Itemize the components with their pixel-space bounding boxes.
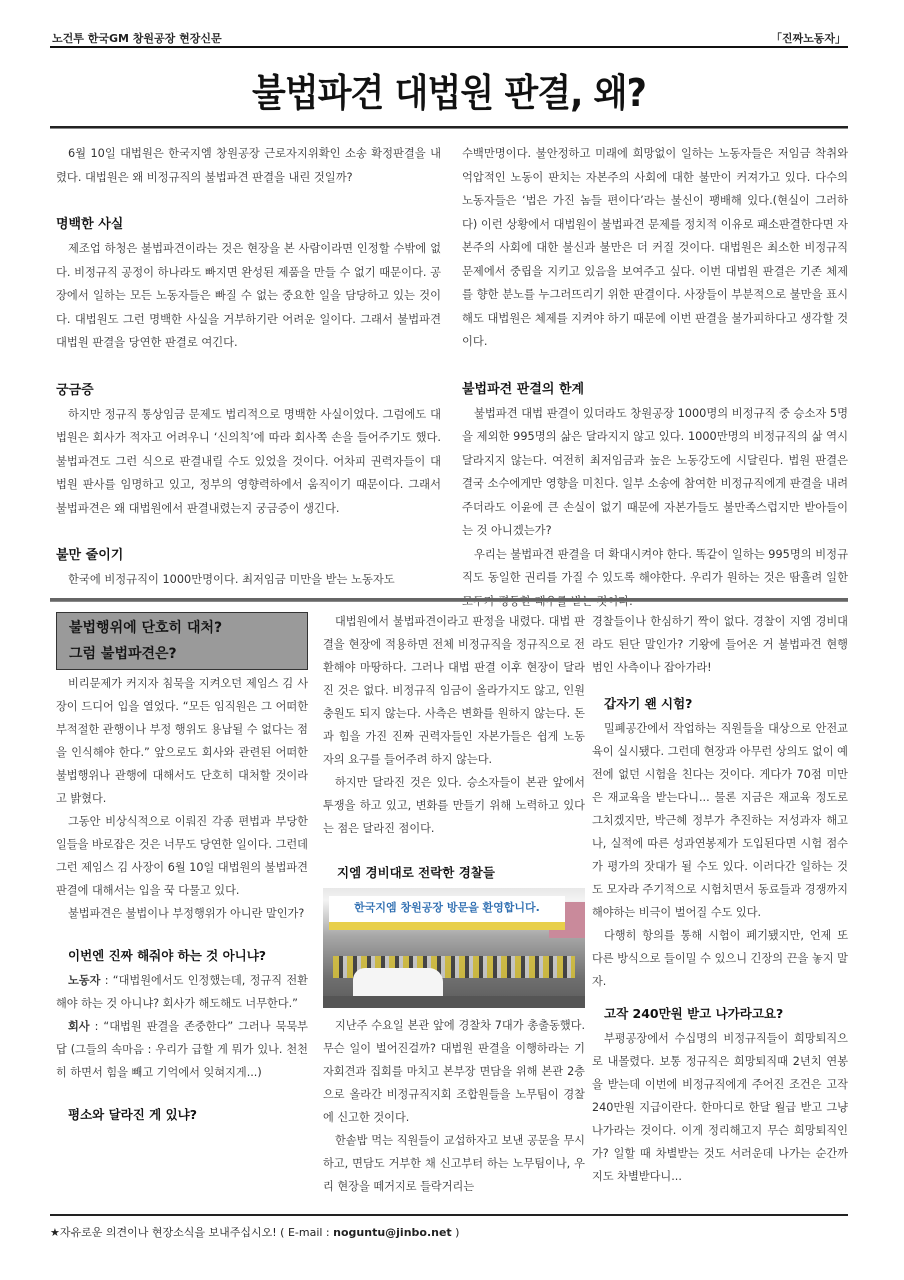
section-body-reduce-discontent-b: 수백만명이다. 불안정하고 미래에 희망없이 일하는 노동자들은 저임금 착취와 억압적인 노동이 판치는 자본주의 사회에 대한 불만이 커져가고 있다. 다수의 노동자들은 ‘법은 가진 놈들 편이다’라는 불신이 팽배해 있다.(현실이 그러하다) 이런 상황에서 대법원이 불법파견 문제를 정치적 이유로 패소판결한다면 자본주의 사회에 대한 불신과 불만은 더 커질 것이다. 대법원은 최소한 비정규직 문제에서 중립을 지키고 있음을 보여주고 싶다. 이번 대법원 판결은 기존 체제를 향한 분노를 누그러뜨리기 위한 판결이다. 사장들이 부분적으로 불만을 표시해도 대법원은 체제를 지켜야 하기 때문에 이번 판결을 불가피하다고 생각할 것이다. <box>462 147 848 348</box>
section-title-reduce-discontent: 불만 줄이기 <box>56 548 124 563</box>
lower-left-column <box>56 612 308 1128</box>
boxed-headline <box>56 612 308 670</box>
worker-quote <box>56 969 308 1015</box>
article-paragraph: 그동안 비상식적으로 이뤄진 각종 편법과 부당한 일들을 바로잡은 것은 너무도 당연한 일이다. 그런데 그런 제임스 김 사장이 6월 10일 대법원의 불법파견 판결에 대해서는 입을 꾹 다물고 있다. <box>56 815 308 897</box>
subheading-police-guards: 지엠 경비대로 전락한 경찰들 <box>337 865 495 880</box>
article-paragraph: 불법파견은 불법이나 부정행위가 아니란 말인가? <box>68 907 305 920</box>
section-body-limits-2: 우리는 불법파견 판결을 더 확대시켜야 한다. 똑같이 일하는 995명의 비정규직도 동일한 권리를 가질 수 있도록 해야한다. 우리가 원하는 것은 땀흘려 일한 <box>462 547 848 584</box>
worker-quote-text: : “대법원에서도 인정했는데, 정규직 전환해야 하는 것 아니냐? 회사가 해도해도 너무한다.” <box>56 974 308 1010</box>
lower-right-column <box>592 610 848 1188</box>
masthead <box>50 30 848 48</box>
article-paragraph: 한솥밥 먹는 직원들이 교섭하자고 보낸 공문을 무시하고, 면담도 거부한 채 신고부터 하는 노무팀이나, 우리 현장을 떼거지로 들락거리는 <box>323 1134 585 1193</box>
protest-photo <box>323 888 585 1008</box>
footer <box>50 1224 459 1240</box>
boxed-headline-line1: 불법행위에 단호히 대처? <box>69 620 223 636</box>
article-paragraph: 경찰들이나 한심하기 짝이 없다. 경찰이 지엠 경비대라도 된단 말인가? 기왕에 들어온 거 불법파견 현행범인 사측이나 잡아가라! <box>592 615 848 674</box>
section-title-limits: 불법파견 판결의 한계 <box>462 381 585 397</box>
article-paragraph: 다행히 항의를 통해 시험이 폐기됐지만, 언제 또 다른 방식으로 들이밀 수 있으니 긴장의 끈을 놓지 말자. <box>592 929 848 988</box>
star-icon: ★ <box>50 1226 60 1239</box>
article-paragraph: 비리문제가 커지자 침묵을 지켜오던 제임스 김 사장이 드디어 입을 열었다. “모든 임직원은 그 어떠한 부적절한 관행이나 부정 행위도 용납될 수 없다는 점을 인식해야 한다.” 앞으로도 회사와 관련된 어떠한 불법행위나 관행에 대해서도 단호히 대처할 것이라고 밝혔다. <box>56 677 308 805</box>
newspaper-name: 노건투 한국GM 창원공장 현장신문 <box>52 32 222 45</box>
section-title-clear-fact: 명백한 사실 <box>56 217 124 232</box>
top-left-column <box>56 142 441 592</box>
top-right-column <box>462 142 848 613</box>
worker-label: 노동자 <box>68 974 101 987</box>
footer-text: 자유로운 의견이나 현장소식을 보내주십시오! ( E-mail : <box>59 1226 334 1239</box>
lower-middle-column <box>323 610 585 1198</box>
subheading-anything-different: 평소와 달라진 게 있냐? <box>68 1107 197 1122</box>
email-link[interactable]: noguntu@jinbo.net <box>333 1226 452 1239</box>
article-paragraph: 밀폐공간에서 작업하는 직원들을 대상으로 안전교육이 실시됐다. 그런데 현장과 아무런 상의도 없이 예전에 없던 시험을 친다는 것이다. 게다가 70점 미만은 재교육을 받는다니... 물론 지금은 재교육 정도로 그치겠지만, 박근혜 정부가 추진하는 저성과자 해고나, 실적에 따른 성과연봉제가 도입된다면 시험 점수가 평가의 잣대가 될 수도 있다. 이러다간 일하는 것도 모자라 주기적으로 시험치면서 동료들과 경쟁까지 해야하는 비극이 벌어질 수도 있다. <box>592 722 848 919</box>
article-paragraph: 지난주 수요일 본관 앞에 경찰차 7대가 총출동했다. 무슨 일이 벌어진걸까? 대법원 판결을 이행하라는 기자회견과 집회를 마치고 본부장 면담을 위해 본관 2층으로 올라간 비정규직지회 조합원들을 노무팀이 경찰에 신고한 것이다. <box>323 1019 585 1124</box>
section-body-clear-fact: 제조업 하청은 불법파견이라는 것은 현장을 본 사람이라면 인정할 수밖에 없다. 비정규직 공정이 하나라도 빠지면 완성된 제품을 만들 수 없기 때문이다. 공장에서 일하는 모든 노동자들은 빠질 수 없는 중요한 일을 담당하고 있는 것이다. 대법원도 그런 명백한 사실을 거부하기란 어려운 일이다. 그래서 불법파견 대법원 판결을 당연한 판결로 여긴다. <box>56 242 441 349</box>
newspaper-brand: 「진짜노동자」 <box>770 32 846 45</box>
company-label: 회사 <box>68 1020 90 1033</box>
footer-close: ) <box>451 1226 460 1239</box>
section-body-reduce-discontent-a: 한국에 비정규직이 1000만명이다. 최저임금 미만을 받는 노동자도 <box>68 573 395 586</box>
headline-rule <box>50 126 848 129</box>
article-paragraph: 하지만 달라진 것은 있다. 승소자들이 본관 앞에서 투쟁을 하고 있고, 변화를 만들기 위해 노력하고 있다는 점은 달라진 점이다. <box>323 776 585 835</box>
company-quote <box>56 1015 308 1084</box>
section-body-curiosity: 하지만 정규직 통상임금 문제도 법리적으로 명백한 사실이었다. 그럼에도 대법원은 회사가 적자고 어려우니 ‘신의칙’에 따라 회사쪽 손을 들어주기도 했다. 불법파견도 그런 식으로 판결내릴 수도 있었을 것이다. 어차피 권력자들이 대법원 판사를 임명하고 있고, 정부의 영향력하에서 움직이기 때문이다. 그래서 불법파견은 왜 대법원에서 판결내렸는지 궁금증이 생긴다. <box>56 407 441 515</box>
boxed-headline-line2: 그럼 불법파견은? <box>69 646 177 662</box>
photo-banner-text: 한국지엠 창원공장 방문을 환영합니다. <box>329 896 565 930</box>
company-quote-text: : “대법원 판결을 존중한다” 그러나 묵묵부답 (그들의 속마음 : 우리가 급할 게 뭐가 있나. 천천히 하면서 힘을 빼고 기억에서 잊혀지게...) <box>56 1020 308 1079</box>
section-title-curiosity: 궁금증 <box>56 382 94 398</box>
section-body-limits-1: 불법파견 대법 판결이 있더라도 창원공장 1000명의 비정규직 중 승소자 5명을 제외한 995명의 삶은 달라지지 않고 있다. 1000만명의 비정규직의 삶 역시 달라지지 않는다. 여전히 최저임금과 높은 노동강도에 시달린다. 법원 판결은 결국 소수에게만 영향을 미친다. 일부 소송에 참여한 비정규직에게 판결을 내려주더라도 이윤에 큰 손실이 없기 때문에 자본가들도 불만족스럽지만 받아들이는 것 아니겠는가? <box>462 406 848 537</box>
subheading-sudden-exam: 갑자기 왠 시험? <box>604 696 693 711</box>
footer-rule <box>50 1214 848 1216</box>
section-divider <box>50 598 848 602</box>
intro-paragraph: 6월 10일 대법원은 한국지엠 창원공장 근로자지위확인 소송 확정판결을 내렸다. 대법원은 왜 비정규직의 불법파견 판결을 내린 것일까? <box>56 147 441 184</box>
subheading-240-only: 고작 240만원 받고 나가라고요? <box>604 1006 784 1021</box>
article-paragraph: 부평공장에서 수십명의 비정규직들이 희망퇴직으로 내몰렸다. 보통 정규직은 희망퇴직때 2년치 연봉을 받는데 이번에 비정규직에게 주어진 조건은 고작 240만원 지급이란다. 한마디로 한달 월급 받고 그냥 나가라는 것이다. 이게 정리해고지 무슨 희망퇴직인가? 일할 때 차별받는 것도 서러운데 나가는 순간까지도 차별받다니... <box>592 1032 848 1183</box>
subheading-real-this-time: 이번엔 진짜 해줘야 하는 것 아니냐? <box>68 948 267 963</box>
page-title: 불법파견 대법원 판결, 왜? <box>252 71 646 115</box>
article-paragraph: 대법원에서 불법파견이라고 판정을 내렸다. 대법 판결을 현장에 적용하면 전체 비정규직을 정규직으로 전환해야 마땅하다. 그러나 대법 판결 이후 현장이 달라진 것은 없다. 비정규직 임금이 올라가지도 않고, 인원충원도 되지 않는다. 사측은 변화를 원하지 않는다. 돈과 힘을 가진 진짜 권력자들인 자본가들은 쉽게 노동자의 요구를 들어주려 하지 않는다. <box>323 615 585 766</box>
